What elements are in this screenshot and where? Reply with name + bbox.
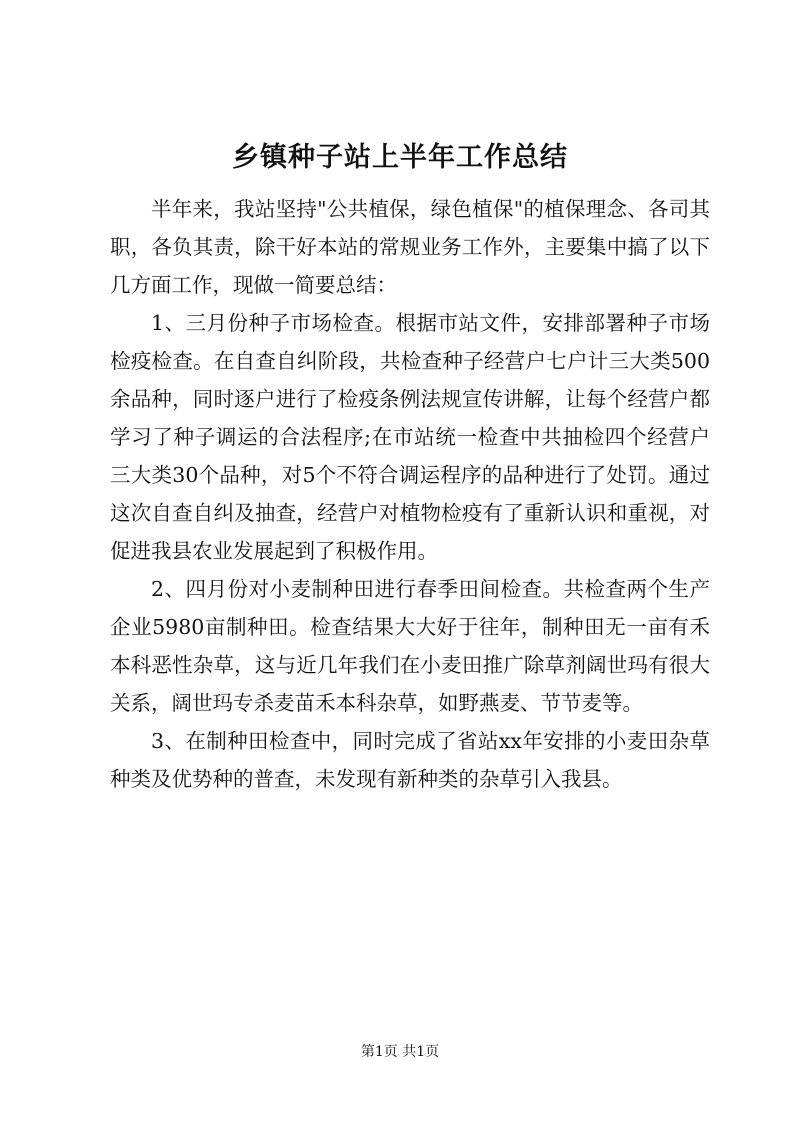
paragraph-item-1: 1、三月份种子市场检查。根据市站文件，安排部署种子市场检疫检查。在自查自纠阶段，共检查种子经营户七户计三大类500余品种，同时逐户进行了检疫条例法规宣传讲解，让每个经营户都学习了种子调运的合法程序;在市站统一检查中共抽检四个经营户三大类30个品种，对5个不符合调运程序的品种进行了处罚。通过这次自查自纠及抽查，经营户对植物检疫有了重新认识和重视，对促进我县农业发展起到了积极作用。 bbox=[110, 311, 710, 563]
page-number-footer: 第1页 共1页 bbox=[360, 1044, 440, 1060]
document-body bbox=[110, 190, 710, 798]
document-title: 乡镇种子站上半年工作总结 bbox=[232, 142, 568, 173]
paragraph-item-3: 3、在制种田检查中，同时完成了省站xx年安排的小麦田杂草种类及优势种的普查，未发现有新种类的杂草引入我县。 bbox=[110, 729, 710, 791]
paragraph-item-2: 2、四月份对小麦制种田进行春季田间检查。共检查两个生产企业5980亩制种田。检查结果大大好于往年，制种田无一亩有禾本科恶性杂草，这与近几年我们在小麦田推广除草剂阔世玛有很大关系，阔世玛专杀麦苗禾本科杂草，如野燕麦、节节麦等。 bbox=[110, 577, 710, 715]
paragraph-intro: 半年来，我站坚持"公共植保，绿色植保"的植保理念、各司其职，各负其责，除干好本站的常规业务工作外，主要集中搞了以下几方面工作，现做一简要总结： bbox=[110, 197, 710, 297]
